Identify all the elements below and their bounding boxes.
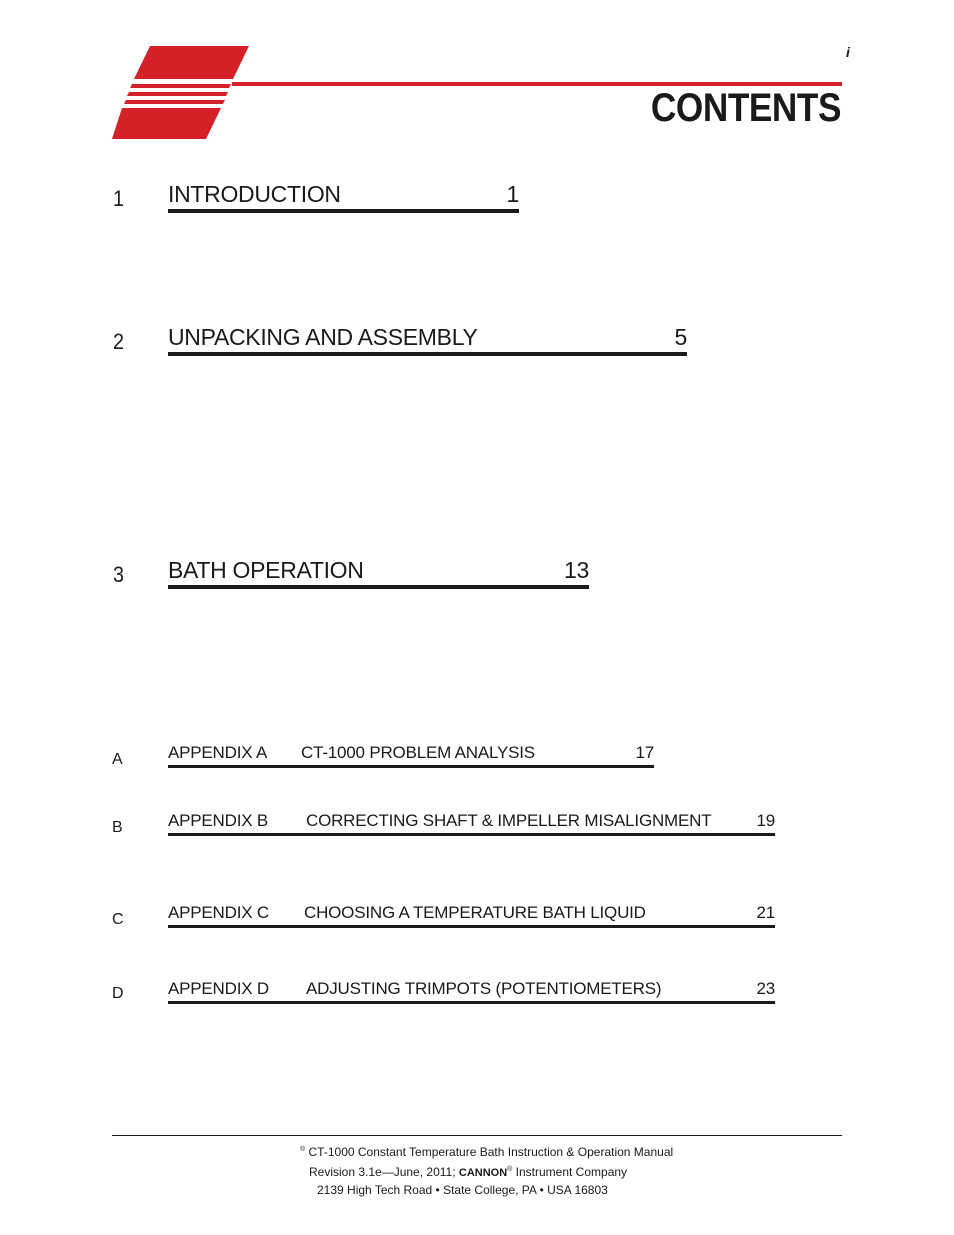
chapter-number: 2	[113, 329, 125, 354]
chapter-number: 1	[113, 186, 125, 211]
registered-mark: ®	[507, 1166, 513, 1173]
footer-company: Instrument Company	[512, 1165, 628, 1179]
toc-entry-unpacking-and-assembly[interactable]	[168, 324, 687, 356]
appendix-page: 21	[756, 903, 775, 922]
appendix-letter: C	[112, 911, 124, 928]
footer-line-2	[300, 1161, 673, 1182]
chapter-number: 3	[113, 562, 125, 587]
footer-revision: Revision 3.1e—June, 2011;	[309, 1165, 459, 1179]
cannon-logo	[110, 44, 255, 142]
appendix-letter: A	[112, 751, 123, 768]
toc-entry-introduction[interactable]	[168, 181, 519, 213]
page-title: CONTENTS	[650, 86, 841, 130]
footer-manual-title: CT-1000 Constant Temperature Bath Instruction & Operation Manual	[308, 1145, 674, 1159]
footer-address: 2139 High Tech Road • State College, PA • USA 16803	[317, 1183, 608, 1197]
chapter-title: BATH OPERATION	[168, 557, 364, 583]
footer-line-1	[300, 1141, 673, 1161]
toc-entry-appendix-c[interactable]	[168, 903, 775, 928]
appendix-title: CHOOSING A TEMPERATURE BATH LIQUID	[304, 903, 646, 922]
chapter-page: 1	[506, 181, 519, 207]
appendix-page: 23	[756, 979, 775, 998]
footer-brand: CANNON	[458, 1167, 508, 1179]
chapter-title: UNPACKING AND ASSEMBLY	[168, 324, 478, 350]
appendix-label: APPENDIX C	[168, 903, 269, 922]
appendix-label: APPENDIX D	[168, 979, 269, 998]
page-number: i	[846, 44, 850, 60]
appendix-letter: D	[112, 985, 124, 1002]
toc-entry-bath-operation[interactable]	[168, 557, 589, 589]
appendix-label: APPENDIX B	[168, 811, 269, 830]
appendix-title: CT-1000 PROBLEM ANALYSIS	[301, 743, 535, 762]
toc-entry-appendix-b[interactable]	[168, 811, 775, 836]
chapter-title: INTRODUCTION	[168, 181, 341, 207]
appendix-letter: B	[112, 819, 123, 836]
appendix-title: CORRECTING SHAFT & IMPELLER MISALIGNMENT	[306, 811, 712, 830]
toc-entry-appendix-a[interactable]	[168, 743, 654, 768]
registered-mark: ®	[300, 1146, 306, 1153]
footer	[300, 1141, 673, 1199]
appendix-label: APPENDIX A	[168, 743, 268, 762]
toc-entry-appendix-d[interactable]	[168, 979, 775, 1004]
footer-rule	[112, 1135, 842, 1136]
appendix-title: ADJUSTING TRIMPOTS (POTENTIOMETERS)	[306, 979, 662, 998]
appendix-page: 19	[756, 811, 775, 830]
chapter-page: 13	[564, 557, 589, 583]
appendix-page: 17	[635, 743, 654, 762]
chapter-page: 5	[674, 324, 687, 350]
